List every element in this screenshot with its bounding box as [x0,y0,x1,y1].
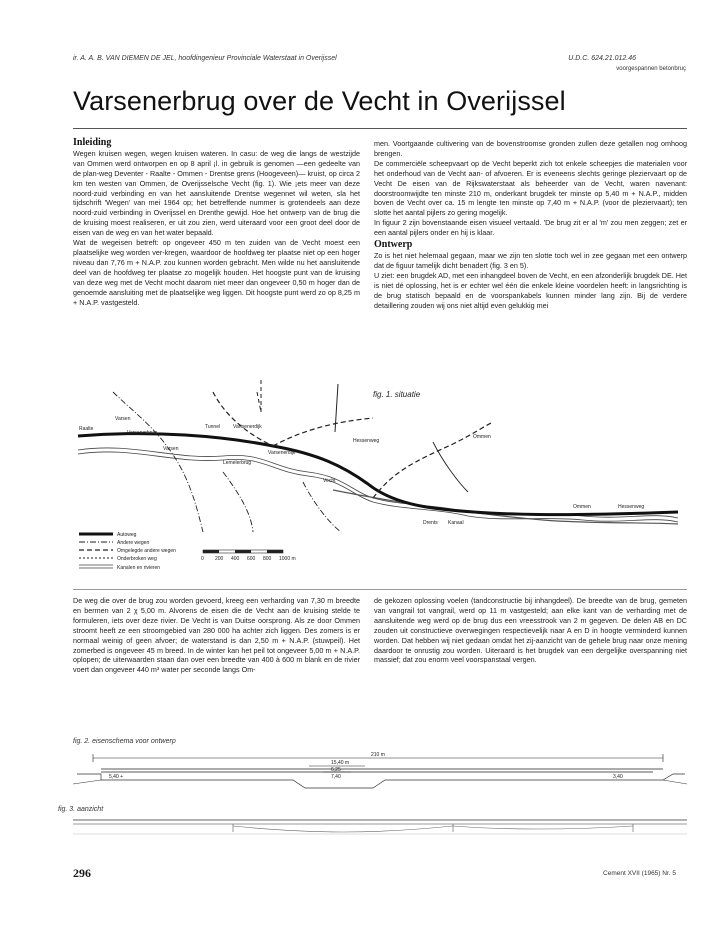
paragraph: De weg die over de brug zou worden gevoerd, kreeg een verharding van 7,30 m breedte en bermen van 2 χ 5,00 m. Alvorens de eisen die de Vecht aan de kruising stelde te formuleren, iets over deze rivier. De Vecht is van Duitse oorsprong. Als ze door Ommen stroomt heeft ze een stroomgebied van 280 000 ha achter zich liggen. Des zomers is er normaal weinig of geen afvoer; de waterstand is dan 2,50 m + N.A.P. (stuwpeil). Het zomerbed is ongeveer 45 m breed. In de winter kan het peil tot ongeveer 5,00 m + N.A.P. oplopen; de uiterwaarden staan dan over een breedte van 400 à 600 m blank en de rivier voert dan ongeveer 440 m³ water per seconde langs Om- [73,596,360,675]
title-rule [73,128,687,129]
map-label: Vartsenerdijk [233,424,262,430]
figure-2-caption: fig. 2. eisenschema voor ontwerp [73,738,176,745]
legend-label: Onderbroken weg [117,556,157,562]
page-number: 296 [73,866,91,880]
requirements-schema-figure [73,750,687,798]
map-label: Varsenerdijk [268,450,296,456]
column-right-top [374,139,687,310]
other-road-line [223,472,253,532]
scale-label: 0 [201,556,204,562]
local-road-line [335,384,338,432]
scale-label: 400 [231,556,240,562]
legend-label: Autoweg [117,532,137,538]
map-label: Varsen [115,416,131,422]
map-label: Drents [423,520,438,526]
figure-rule [73,589,687,590]
map-legend [79,532,176,571]
column-right-middle [374,596,687,665]
scale-label: 200 [215,556,224,562]
dimension-label: 7,40 [331,774,341,780]
map-label: Vecht [323,478,336,484]
dimension-label: 6,25 [331,767,341,773]
article-title: Varsenerbrug over de Vecht in Overijssel [73,86,566,116]
section-heading-inleiding: Inleiding [73,137,112,148]
dimension-label: 3,40 [613,774,623,780]
situation-map-figure [73,372,687,586]
map-label: Varsenerbrug [127,430,157,436]
paragraph: de gekozen oplossing voelen (tandconstructie bij inhangdeel). De breedte van de brug, gemeten van vangrail tot vangrail, werd op 11 m vastgesteld; aan elke kant van de verharding met de aansluitende weg werd op de brug dus een vreesstrook van 2 m gegeven. De delen AB en DC zouden uit constructieve overwegingen respectievelijk naar A en D in hoogte verminderd kunnen worden. Dat hebben wij niet gedaan omdat het zij-aanzicht van de gehele brug naar onze mening daardoor te onrustig zou worden. Uiteraard is het brugdek van een dergelijke overspanning niet massief; dat zou enorm veel voorspanstaal vergen. [374,596,687,665]
paragraph: Wat de wegeisen betreft: op ongeveer 450 m ten zuiden van de Vecht moest een plaatselijke weg worden ver-kregen, waardoor de hoofdweg ter plaatse niet op een hoger niveau dan 7,76 m + N.A.P. zou kunnen worden gebracht. Men wilde nu het aansluitende deel van de hoofdweg ter plaatse zo mogelijk houden. Het hoogste punt van de kruising van deze weg met de Vecht mocht daarom niet meer dan ongeveer 0,50 m hoger dan de genoemde aansluiting met de plaatselijke weg liggen. Dit hoogste punt werd zo op 8,25 m + N.A.P. vastgesteld. [73,238,360,307]
map-label: Lemelerbrug [223,460,252,466]
map-scale-bar [201,550,296,562]
map-label: Kanaal [448,520,464,526]
paragraph: De commerciële scheepvaart op de Vecht beperkt zich tot enkele scheepjes die materialen voor het onderhoud van de Vecht aan- of afvoeren. Er is eveneens slechts geringe pleziervaart op de Vecht De eisen van de Rijkswaterstaat als beheerder van de Vecht, waren navenant: doorstroomwijdte ten minste 210 m, onderkant brugdek ter minste op 5,40 m + N.A.P., midden boven de Vecht over ca. 15 m lengte ten minste op 7,40 m + N.A.P. (voor de pleziervaart); ten slotte het aantal pijlers zo gering mogelijk. [374,158,687,218]
map-label: Varsen [163,446,179,452]
figure-1-caption: fig. 1. situatie [373,390,421,399]
paragraph: Zo is het niet helemaal gegaan, maar we zijn ten slotte toch wel in zee gegaan met een ontwerp dat de figuur tamelijk dicht benadert (fig. 3 en 5). [374,250,687,270]
bridge-elevation-figure [73,804,687,838]
map-label: Raalte [79,426,94,432]
other-road-line [433,442,468,492]
figure-3-caption: fig. 3. aanzicht [58,806,104,813]
dimension-label: 15,40 m [331,760,350,766]
paragraph: U ziet: een brugdek AD, met een inhangdeel boven de Vecht, en een afzonderlijk brugdek DE. Het is niet dé oplossing, het is er echter wel één die enkele kleine voordelen heeft: in langsrichting is de brug statisch bepaald en de voorspankabels kunnen minder lang zijn. Bij de verdere detaillering zouden wij ons niet altijd even gelukkig mei [374,270,687,310]
paragraph: Wegen kruisen wegen, wegen kruisen wateren. In casu: de weg die langs de westzijde van Ommen werd ontworpen en op 8 april ¡l. in gebruik is genomen —een gedeelte van de plan-weg Deventer - Raalte - Ommen - Drentse grens (Hoogeveen)— kruist, op circa 2 km ten westen van Ommen, de Overijsselsche Vecht (fig. 1). Wie ¡ets meer van deze noord-zuid verbinding en van het aansluitende Drentse wegennet wil weten, sla het tijdschrift 'Wegen' van mei 1964 op; het betreffende nummer is grotendeels aan deze noord-zuid verbinding in Overijssel en Drenthe gewijd. Hoe het ontwerp van de brug die de kruising moest realiseren, er uit zou zien, werd uiteraard voor een groot deel door de eisen van de weg en van het water bepaald. [73,148,360,238]
legend-label: Andere wegen [117,540,150,546]
paragraph: In figuur 2 zijn bovenstaande eisen visueel vertaald. 'De brug zit er al 'm' zou men zeggen; zet er een aantal pijlers onder en hij is klaar. [374,218,687,238]
dimension-label: 210 m [371,752,385,758]
scale-label: 600 [247,556,256,562]
map-label: Hessenweg [618,504,645,510]
udc-code: U.D.C. 624.21.012.46 [568,55,636,62]
column-left-middle [73,596,360,675]
dimension-label: 5,40 + [109,774,124,780]
column-left-top [73,138,360,307]
scale-label: 1000 m [279,556,296,562]
new-road-line [257,380,261,412]
paragraph: men. Voortgaande cultivering van de bovenstroomse gronden zullen deze getallen nog omhoog brengen. [374,139,687,158]
river-vecht-line [78,452,678,522]
section-heading-ontwerp: Ontwerp [374,239,413,251]
legend-label: Omgelegde andere wegen [117,548,176,554]
other-road-line [113,392,203,532]
map-label: Tunnel [205,424,221,430]
other-road-line [303,482,341,532]
map-label: Hessenweg [353,438,380,444]
subject-line: voorgespannen betonbruç [616,66,686,72]
journal-reference: Cement XVII (1965) Nr. 5 [603,870,676,877]
scale-label: 800 [263,556,272,562]
legend-label: Kanalen en rivieren [117,565,161,571]
map-label: Ommen [573,504,591,510]
author-line: ir. A. A. B. VAN DIEMEN DE JEL, hoofdingenieur Provinciale Waterstaat in Overijssel [73,55,337,62]
map-label: Ommen [473,434,491,440]
